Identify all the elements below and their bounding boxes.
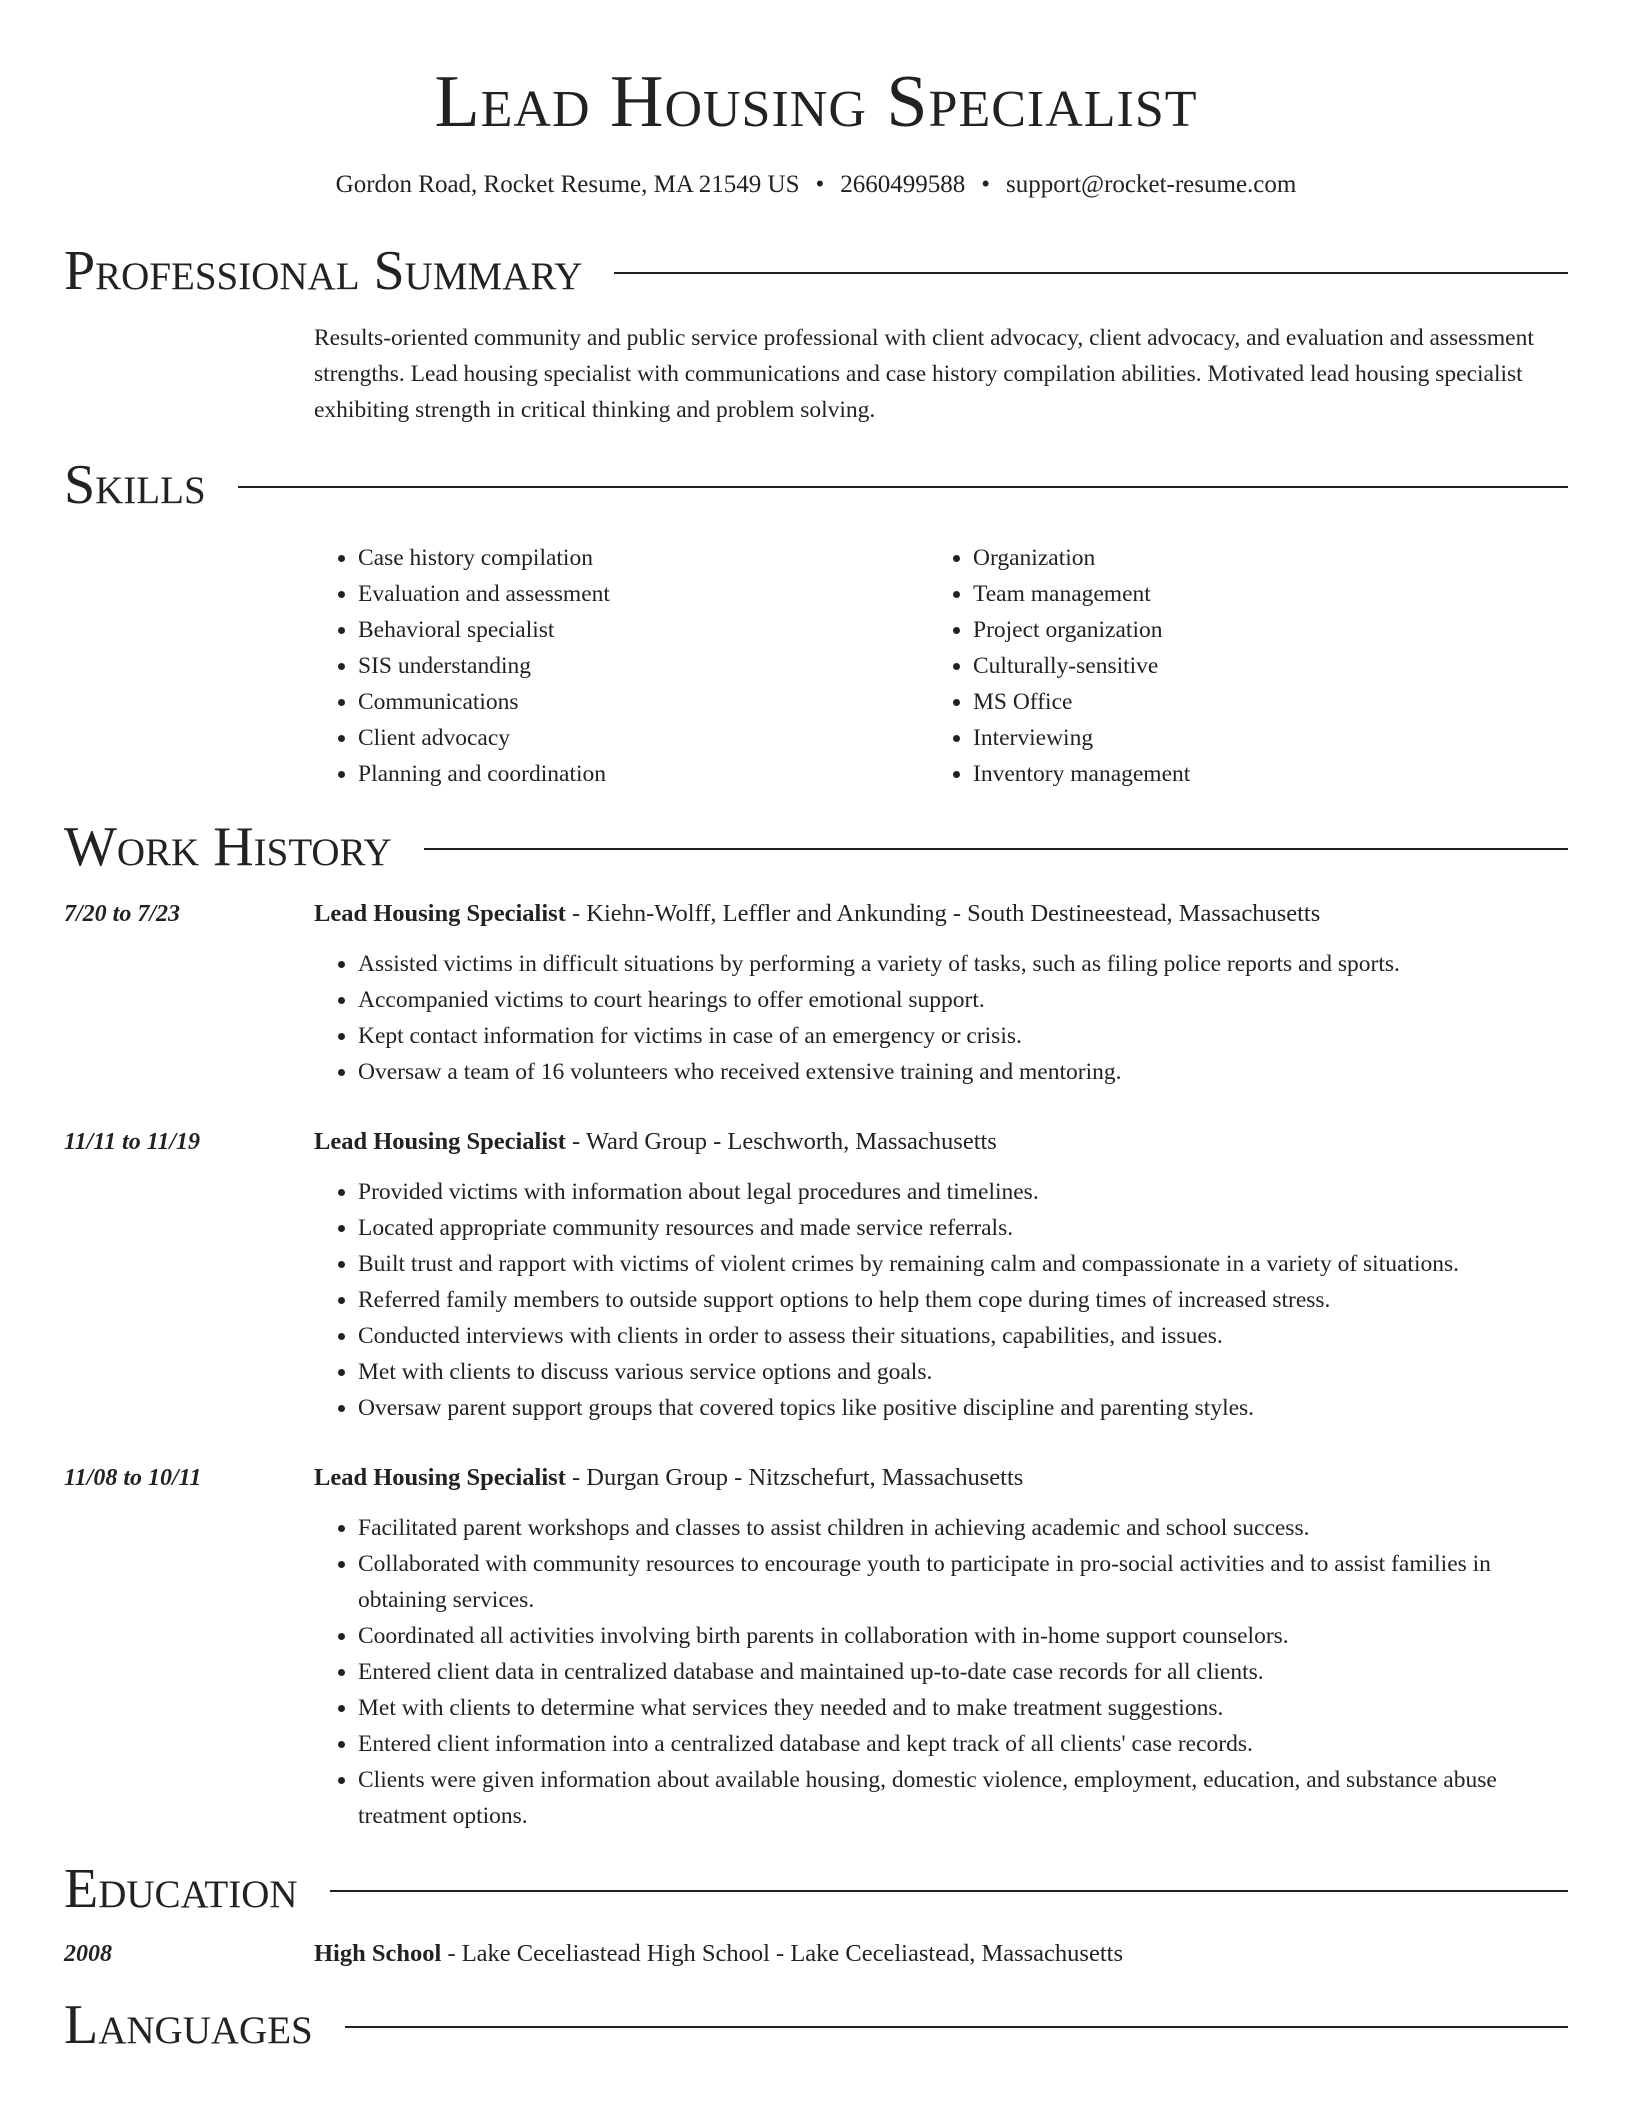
- skill-item: • SIS understanding: [358, 648, 929, 684]
- skill-item: • MS Office: [973, 684, 1544, 720]
- skill-item: • Behavioral specialist: [358, 612, 929, 648]
- skills-column-left: [314, 540, 929, 792]
- job-bullet: • Assisted victims in difficult situations by performing a variety of tasks, such as filing police reports and sports.: [358, 946, 1568, 982]
- summary-text: Results-oriented community and public service professional with client advocacy, client advocacy, and evaluation and assessment strengths. Lead housing specialist with communications and case history compilation abilities. Motivated lead housing specialist exhibiting strength in critical thinking and problem solving.: [314, 325, 1534, 423]
- job-title-line: [314, 896, 1568, 932]
- job-bullet: • Collaborated with community resources to encourage youth to participate in pro-social activities and to assist families in obtaining services.: [358, 1546, 1568, 1618]
- job-title-line: [314, 1124, 1568, 1160]
- skill-item: • Culturally-sensitive: [973, 648, 1544, 684]
- job-entry: [64, 896, 1568, 1090]
- skill-item: • Evaluation and assessment: [358, 576, 929, 612]
- job-bullets: [314, 1510, 1568, 1834]
- section-skills: [64, 452, 1568, 518]
- section-rule: [238, 486, 1568, 488]
- skill-item: • Case history compilation: [358, 540, 929, 576]
- skill-item: • Client advocacy: [358, 720, 929, 756]
- education-detail: [314, 1936, 1568, 1972]
- job-employer: - Durgan Group - Nitzschefurt, Massachusetts: [565, 1464, 1024, 1491]
- job-bullets: [314, 1174, 1568, 1426]
- job-detail: [314, 896, 1568, 1090]
- skill-item: • Communications: [358, 684, 929, 720]
- job-bullet: • Provided victims with information about legal procedures and timelines.: [358, 1174, 1568, 1210]
- job-bullet: • Oversaw a team of 16 volunteers who received extensive training and mentoring.: [358, 1054, 1568, 1090]
- job-dates: 11/08 to 10/11: [64, 1465, 202, 1491]
- job-bullet: • Met with clients to determine what services they needed and to make treatment suggestions.: [358, 1690, 1568, 1726]
- contact-phone: 2660499588: [840, 171, 966, 198]
- job-detail: [314, 1460, 1568, 1834]
- job-employer: - Ward Group - Leschworth, Massachusetts: [565, 1128, 997, 1155]
- section-title-skills: Skills: [64, 454, 206, 516]
- job-entry: [64, 1124, 1568, 1426]
- education-line: [314, 1936, 1568, 1972]
- job-entry: [64, 1460, 1568, 1834]
- education-school: - Lake Ceceliastead High School - Lake Ceceliastead, Massachusetts: [441, 1940, 1123, 1967]
- job-role: Lead Housing Specialist: [314, 1128, 566, 1155]
- skills-list: [314, 540, 1568, 792]
- job-bullet: • Located appropriate community resources and made service referrals.: [358, 1210, 1568, 1246]
- skill-item: • Team management: [973, 576, 1544, 612]
- job-role: Lead Housing Specialist: [314, 1464, 566, 1491]
- job-role: Lead Housing Specialist: [314, 900, 566, 927]
- job-bullets: [314, 946, 1568, 1090]
- job-employer: - Kiehn-Wolff, Leffler and Ankunding - South Destineestead, Massachusetts: [565, 900, 1321, 927]
- section-languages: [64, 1992, 1568, 2058]
- section-summary: [64, 238, 1568, 304]
- skill-item: • Organization: [973, 540, 1544, 576]
- education-year: 2008: [64, 1941, 112, 1967]
- education-entry: [64, 1936, 1568, 1972]
- job-detail: [314, 1124, 1568, 1426]
- contact-separator: •: [981, 171, 991, 198]
- job-bullet: • Referred family members to outside support options to help them cope during times of increased stress.: [358, 1282, 1568, 1318]
- skills-column-right: [929, 540, 1544, 792]
- section-title-education: Education: [64, 1858, 298, 1920]
- skill-item: • Interviewing: [973, 720, 1544, 756]
- job-bullet: • Clients were given information about available housing, domestic violence, employment, education, and substance abuse treatment options.: [358, 1762, 1568, 1834]
- job-bullet: • Met with clients to discuss various service options and goals.: [358, 1354, 1568, 1390]
- skill-item: • Inventory management: [973, 756, 1544, 792]
- section-rule: [614, 272, 1568, 274]
- resume-name: Lead Housing Specialist: [434, 61, 1198, 143]
- job-bullet: • Coordinated all activities involving birth parents in collaboration with in-home support counselors.: [358, 1618, 1568, 1654]
- section-education: [64, 1856, 1568, 1922]
- education-degree: High School: [314, 1940, 442, 1967]
- contact-address: Gordon Road, Rocket Resume, MA 21549 US: [335, 171, 800, 198]
- section-rule: [330, 1890, 1568, 1892]
- job-bullet: • Built trust and rapport with victims of violent crimes by remaining calm and compassionate in a variety of situations.: [358, 1246, 1568, 1282]
- job-title-line: [314, 1460, 1568, 1496]
- job-bullet: • Entered client information into a centralized database and kept track of all clients' case records.: [358, 1726, 1568, 1762]
- section-rule: [424, 848, 1568, 850]
- skill-item: • Project organization: [973, 612, 1544, 648]
- contact-email[interactable]: support@rocket-resume.com: [1006, 171, 1297, 198]
- section-work-history: [64, 814, 1568, 880]
- section-rule: [345, 2026, 1568, 2028]
- job-dates: 11/11 to 11/19: [64, 1129, 201, 1155]
- job-bullet: • Kept contact information for victims in case of an emergency or crisis.: [358, 1018, 1568, 1054]
- section-title-summary: Professional Summary: [64, 240, 583, 302]
- contact-line: [64, 168, 1568, 202]
- job-bullet: • Facilitated parent workshops and classes to assist children in achieving academic and school success.: [358, 1510, 1568, 1546]
- contact-separator: •: [815, 171, 825, 198]
- job-bullet: • Entered client data in centralized database and maintained up-to-date case records for all clients.: [358, 1654, 1568, 1690]
- section-title-languages: Languages: [64, 1994, 313, 2056]
- section-title-work-history: Work History: [64, 816, 392, 878]
- job-dates: 7/20 to 7/23: [64, 901, 181, 927]
- job-bullet: • Accompanied victims to court hearings to offer emotional support.: [358, 982, 1568, 1018]
- job-bullet: • Conducted interviews with clients in order to assess their situations, capabilities, and issues.: [358, 1318, 1568, 1354]
- job-bullet: • Oversaw parent support groups that covered topics like positive discipline and parenting styles.: [358, 1390, 1568, 1426]
- skill-item: • Planning and coordination: [358, 756, 929, 792]
